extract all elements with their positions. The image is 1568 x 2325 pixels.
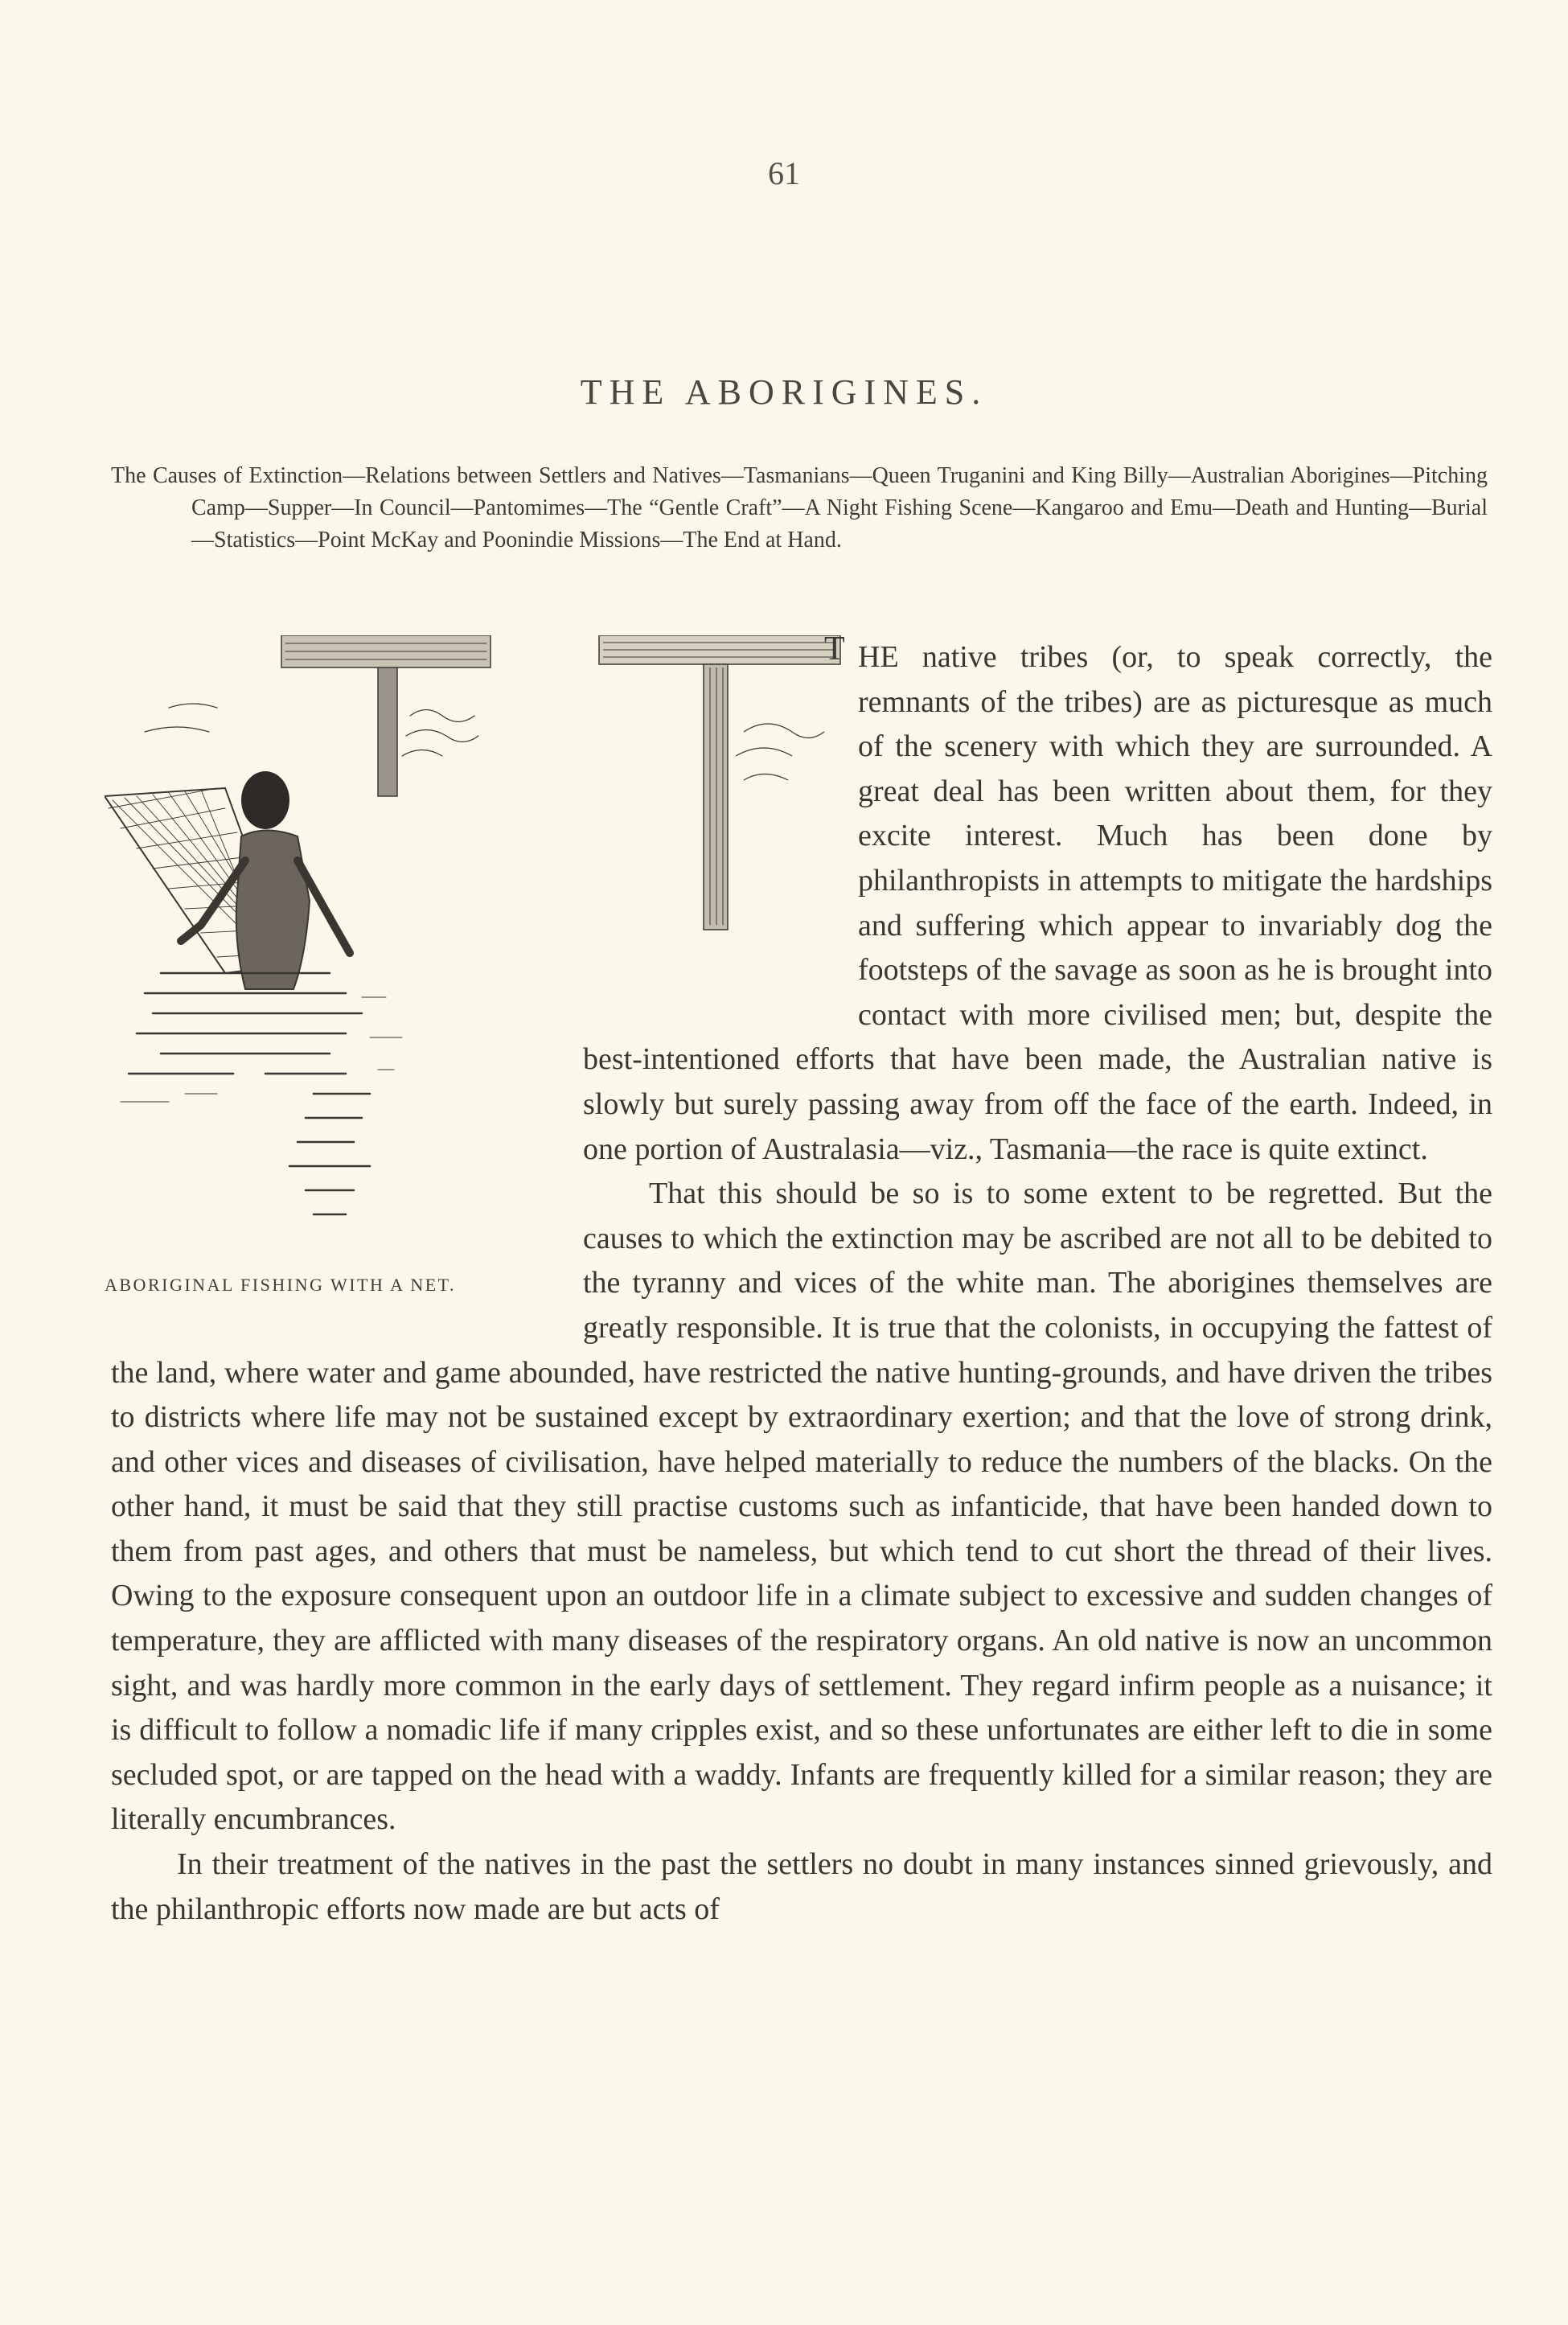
page-number: 61	[768, 155, 800, 191]
synopsis-text: The Causes of Extinction—Relations between Settlers and Natives—Tasmanians—Queen Truganini and King Billy—Australian Aborigines—Pitching Camp—Supper—In Council—Pantomimes—The “Gentle Craft”—A Night Fishing Scene—Kangaroo and Emu—Death and Hunting—Burial—Statistics—Point McKay and Poonindie Missions—The End at Hand.	[111, 463, 1488, 552]
dropcap-letter-t	[583, 635, 848, 1009]
illustration-caption: ABORIGINAL FISHING WITH A NET.	[105, 1275, 456, 1295]
aboriginal-fisherman-engraving	[105, 635, 560, 1247]
dropcap-frame	[583, 635, 848, 1009]
paragraph-2: That this should be so is to some extent to be regretted. But the causes to which the extinction may be ascribed are not all to be debited to the tyranny and vices of the white man. The aborigines themselves are greatly responsible. It is true that the colonists, in occupying the fattest of the land, where water and game abounded, have restricted the native hunting-grounds, and have driven the tribes to districts where life may not be sustained except by extraordinary exertion; and that the love of strong drink, and other vices and diseases of civilisation, have helped materially to reduce the numbers of the blacks. On the other hand, it must be said that they still practise customs such as infanticide, that have been handed down to them from past ages, and others that must be nameless, but which tend to cut short the thread of their lives. Owing to the exposure consequent upon an outdoor life in a climate subject to excessive and sudden changes of temperature, they are afflicted with many diseases of the respiratory organs. An old native is now an uncommon sight, and was hardly more common in the early days of settlement. They regard infirm people as a nuisance; it is difficult to follow a nomadic life if many cripples exist, and so these unfortunates are either left to die in some secluded spot, or are tapped on the head with a waddy. Infants are frequently killed for a similar reason; they are literally encumbrances.	[111, 1177, 1492, 1837]
chapter-body	[105, 635, 1492, 1932]
fishing-illustration-figure	[105, 635, 560, 1335]
chapter-title: THE ABORIGINES.	[580, 372, 988, 412]
dropcap-letter-text: T	[824, 635, 845, 668]
paragraph-1: HE native tribes (or, to speak correctly, the remnants of the tribes) are as picturesque as much of the scenery with which they are surrounded. A great deal has been written about them, for they excite interest. Much has been done by philanthropists in attempts to mitigate the hardships and suffering which appear to invariably dog the footsteps of the savage as soon as he is brought into contact with more civilised men; but, despite the best-intentioned efforts that have been made, the Australian native is slowly but surely passing away from off the face of the earth. Indeed, in one portion of Australasia—viz., Tasmania—the race is quite extinct.	[583, 640, 1492, 1166]
paragraph-3: In their treatment of the natives in the past the settlers no doubt in many instances sinned grievously, and the philanthropic efforts now made are but acts of	[111, 1847, 1492, 1926]
chapter-synopsis	[111, 460, 1488, 557]
